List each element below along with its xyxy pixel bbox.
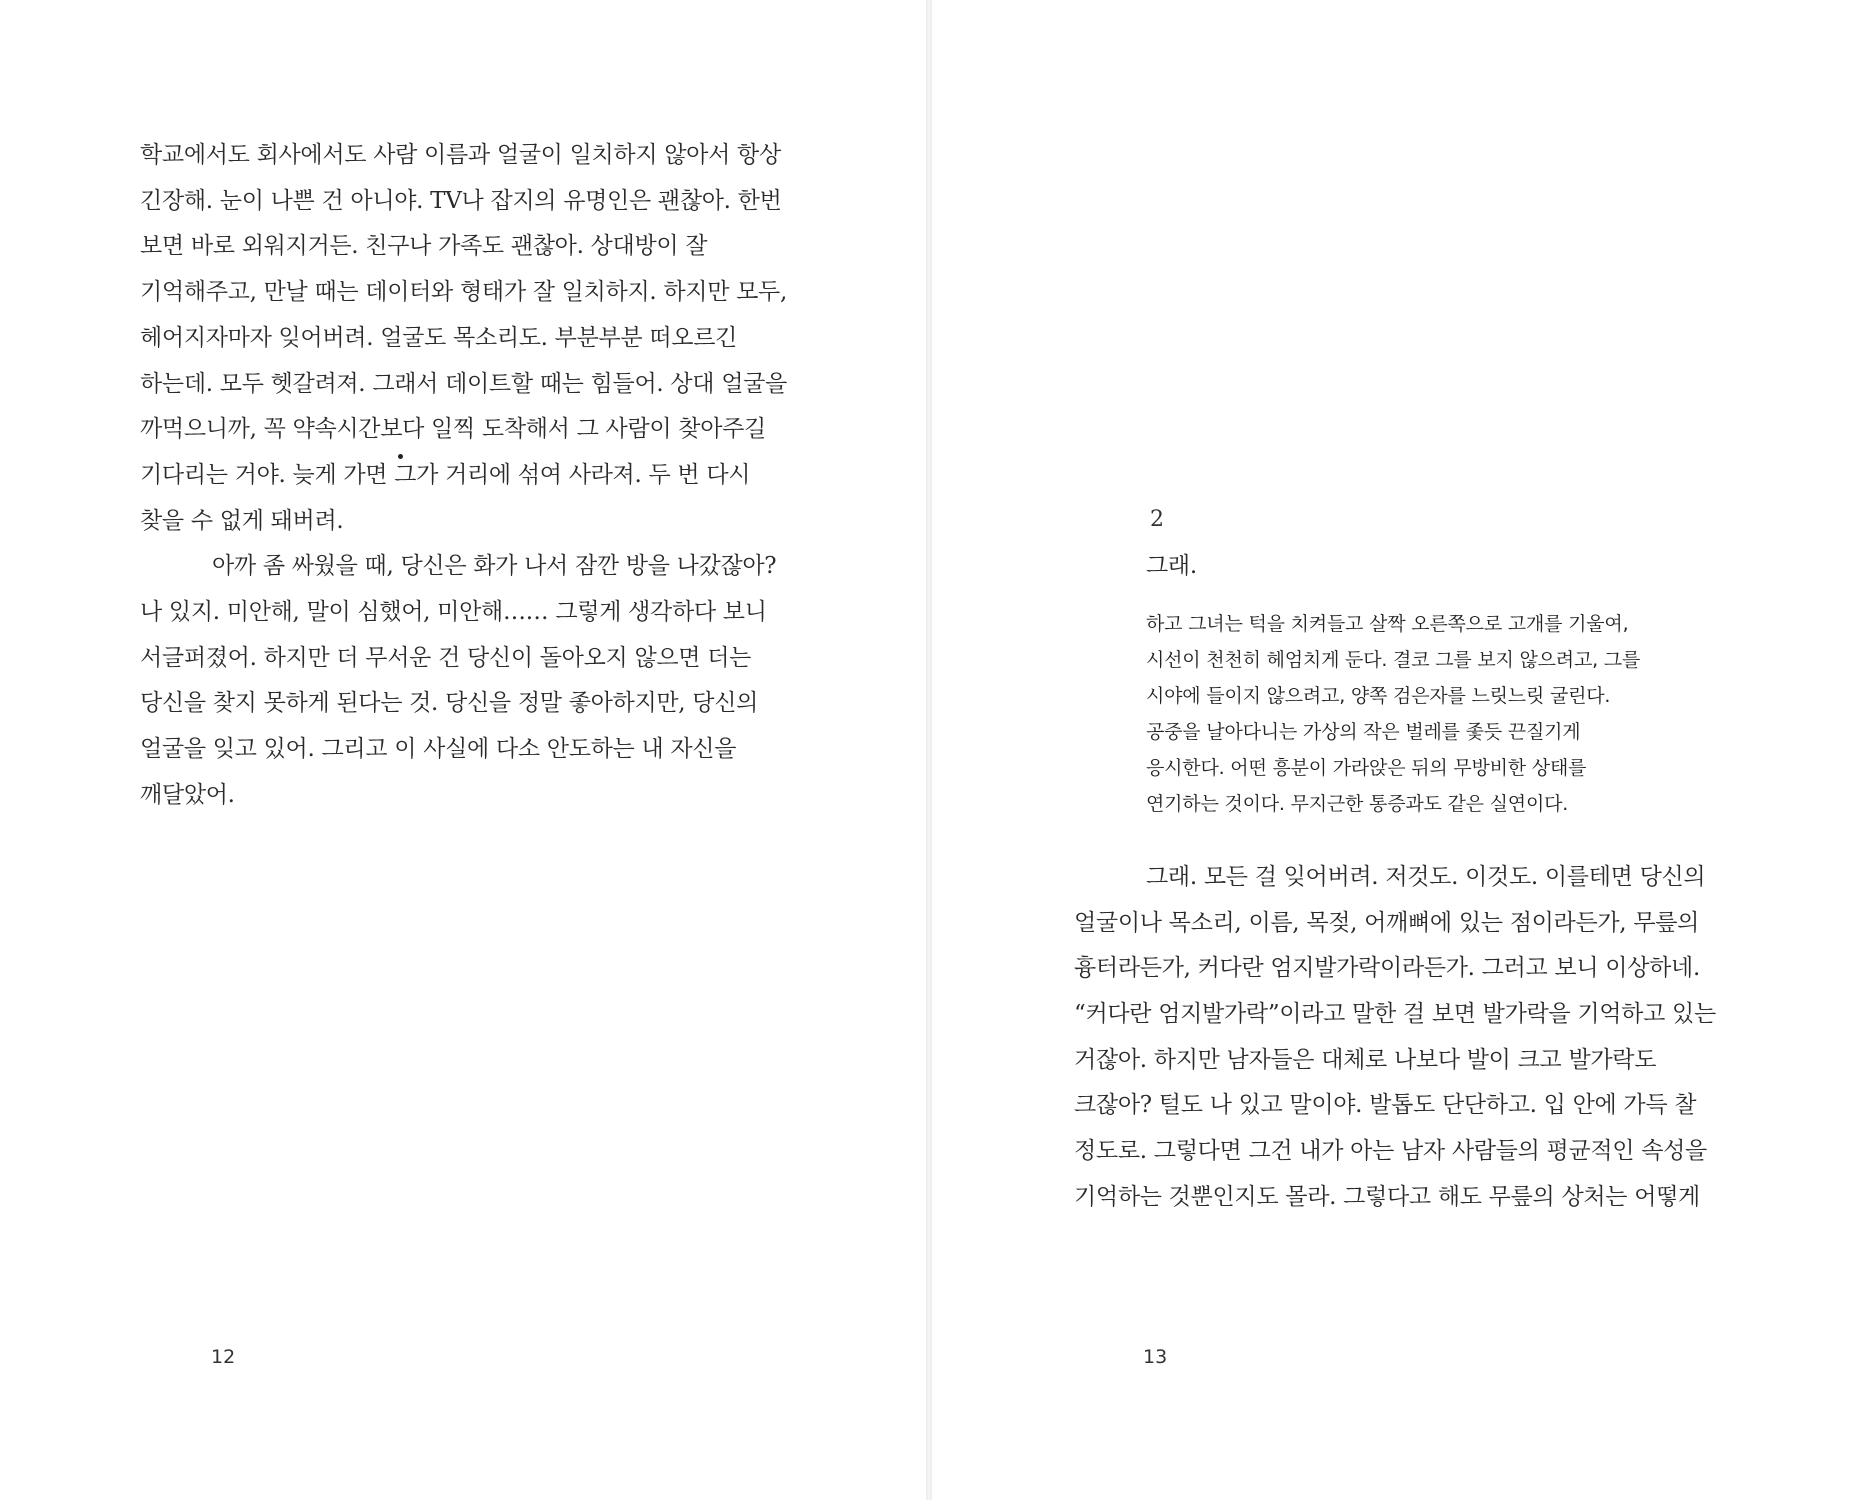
text-line: 기억해주고, 만날 때는 데이터와 형태가 잘 일치하지. 하지만 모두,: [140, 279, 787, 305]
text-line: 깨달았어.: [140, 782, 235, 808]
text-line: 기억하는 것뿐인지도 몰라. 그렇다고 해도 무릎의 상처는 어떻게: [1074, 1184, 1700, 1210]
stage-direction-line: 시야에 들이지 않으려고, 양쪽 검은자를 느릿느릿 굴린다.: [1146, 685, 1611, 707]
text-line: 정도로. 그렇다면 그건 내가 아는 남자 사람들의 평균적인 속성을: [1074, 1138, 1707, 1164]
text-line: 긴장해. 눈이 나쁜 건 아니야. TV나 잡지의 유명인은 괜찮아. 한번: [140, 188, 782, 214]
chapter-number: 2: [1150, 507, 1164, 532]
text-line-indented: 그래. 모든 걸 잊어버려. 저것도. 이것도. 이를테면 당신의: [1146, 864, 1706, 890]
text-line: 얼굴이나 목소리, 이름, 목젖, 어깨뼈에 있는 점이라든가, 무릎의: [1074, 910, 1700, 936]
text-line: 서글퍼졌어. 하지만 더 무서운 건 당신이 돌아오지 않으면 더는: [140, 645, 752, 671]
text-line: 그래.: [1146, 553, 1197, 579]
text-line: “커다란 엄지발가락”이라고 말한 걸 보면 발가락을 기억하고 있는: [1074, 1001, 1716, 1027]
text-line: 거잖아. 하지만 남자들은 대체로 나보다 발이 크고 발가락도: [1074, 1047, 1657, 1073]
text-line: 찾을 수 없게 돼버려.: [140, 508, 344, 534]
emphasis-dot: [398, 454, 403, 459]
text-line: 학교에서도 회사에서도 사람 이름과 얼굴이 일치하지 않아서 항상: [140, 142, 781, 168]
text-line: 까먹으니까, 꼭 약속시간보다 일찍 도착해서 그 사람이 찾아주길: [140, 416, 766, 442]
text-line: 기다리는 거야. 늦게 가면 그가 거리에 섞여 사라져. 두 번 다시: [140, 462, 751, 488]
text-line: 헤어지자마자 잊어버려. 얼굴도 목소리도. 부분부분 떠오르긴: [140, 325, 738, 351]
text-line-indented: 아까 좀 싸웠을 때, 당신은 화가 나서 잠깐 방을 나갔잖아?: [212, 553, 777, 579]
text-line: 나 있지. 미안해, 말이 심했어, 미안해…… 그렇게 생각하다 보니: [140, 599, 767, 625]
text-line: 보면 바로 외워지거든. 친구나 가족도 괜찮아. 상대방이 잘: [140, 233, 708, 259]
stage-direction-line: 공중을 날아다니는 가상의 작은 벌레를 좇듯 끈질기게: [1146, 721, 1581, 743]
text-line: 하는데. 모두 헷갈려져. 그래서 데이트할 때는 힘들어. 상대 얼굴을: [140, 371, 787, 397]
text-line: 당신을 찾지 못하게 된다는 것. 당신을 정말 좋아하지만, 당신의: [140, 690, 759, 716]
stage-direction-line: 응시한다. 어떤 흥분이 가라앉은 뒤의 무방비한 상태를: [1146, 757, 1587, 779]
stage-direction-line: 시선이 천천히 헤엄치게 둔다. 결코 그를 보지 않으려고, 그를: [1146, 649, 1641, 671]
page-number: 13: [1143, 1346, 1168, 1368]
stage-direction-line: 연기하는 것이다. 무지근한 통증과도 같은 실연이다.: [1146, 793, 1569, 815]
text-line: 크잖아? 털도 나 있고 말이야. 발톱도 단단하고. 입 안에 가득 찰: [1074, 1092, 1697, 1118]
stage-direction-line: 하고 그녀는 턱을 치켜들고 살짝 오른쪽으로 고개를 기울여,: [1146, 613, 1629, 635]
text-line: 흉터라든가, 커다란 엄지발가락이라든가. 그러고 보니 이상하네.: [1074, 955, 1700, 981]
right-page[interactable]: [932, 0, 1852, 1500]
page-number: 12: [211, 1346, 236, 1368]
text-line: 얼굴을 잊고 있어. 그리고 이 사실에 다소 안도하는 내 자신을: [140, 736, 737, 762]
